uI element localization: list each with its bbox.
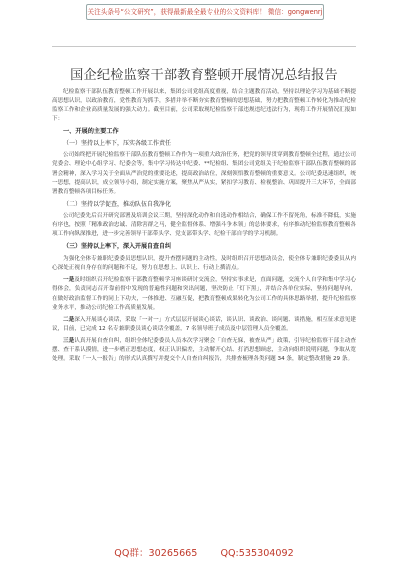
paragraph-6 [52, 337, 356, 364]
paragraph-4-text: 及时组织召开纪检监察干部教育整顿学习座谈研讨交流会，坚持实事求是，直面问题，交流个人自学和集中学习心得体会，负责同志召开靠前督中发现的普遍性问题和突出问题，坚决防止「灯下黑」，并结合各单位实际，坚持问题导向，在做好政治监督工作的同上下功夫，一体推进、互融互促，把教育整顿成果转化为公司工作的具体思路举措，提升纪检监察业务水平，推动公司纪检工作高质量发展。 [52, 277, 356, 311]
paragraph-1: 公司始终把开展纪检监察干部队伍教育整顿工作作为一项重大政治任务，把党的领导贯穿到教育整顿全过程，通过公司党委会、理论中心组学习、纪委会等，集中学习传达中纪委、**纪检组、集团公司党组关于纪检监察干部队伍教育整顿的部署会精神，深入学习关于全面从严治党的重要论述，提高政治站位，深刻领悟教育整顿的重要意义。公司纪委迅速组织，统一思想，提高认识，成立领导小组，制定实施方案，聚焦从严从实，紧扣学习教育、检视整治、巩固提升三大环节，全面部署教育整顿各项目标任务。 [52, 152, 356, 195]
qq-group-text: QQ群：30265665 [114, 548, 198, 559]
document-body [52, 88, 356, 367]
header-rule [52, 46, 356, 47]
paragraph-4 [52, 276, 356, 312]
paragraph-4-lead: 一是 [63, 277, 75, 284]
document-title: 国企纪检监察干部教育整顿开展情况总结报告 [70, 68, 338, 83]
section-heading: 一、开展的主要工作 [63, 128, 119, 136]
qq-text: QQ:535304092 [220, 548, 294, 559]
paragraph-6-text: 认真开展自查自纠，组织全体纪委委员人员本次学习聚会「自查无寐，被查从严」政策，引导纪检监察干部主动查摆、查干系认摸情，进一步嗜正思想态度，权正认识偏差，主动解开心结、打消思想顾虑，主动向组织说明问题，争取从宽处理。采取「一人一报告」的形式认真撰写并提交个人自查自纠报告，共排查梳理各类问题 34 条，制定整改措施 29 条。 [52, 337, 356, 363]
promo-banner: 关注头条号“公文研究”，获得最新最全最专业的公文资料库！ 微信：gongwenrj [86, 4, 324, 20]
intro-paragraph: 纪检监察干部队伍教育整顿工作开展以来，集团公司党组高度重视，结合主题教育活动，坚持以理论学习为基础不断提高思想认识，以政治教育，党性教育为抓手，多措并举不断夯实教育整顿的思想基础，努力把教育整顿工作转化为推动纪检监察工作和企业高质量发展的强大动力。截至目前，公司采取现纪检监察干部违规违纪违法行为，现将工作开展情况汇报如下： [52, 89, 356, 123]
paragraph-5-text: 深入开展谈心谈话，采取「一对一」方式层层开展谈心谈话，谈认识、谈政治、谈问题、谈措施，相互征求意见建议，目前，已完成 12 名专兼职委员谈心谈话全覆盖，7 名领导班子成员及中层管理人员全覆盖。 [52, 316, 356, 332]
paragraph-5 [52, 316, 356, 334]
paragraph-6-lead: 三是 [63, 337, 75, 344]
paragraph-3: 为强化全体专兼职纪委委员思想认识，提升查摆问题的主动性，及时组织召开思想动员会，使全体专兼职纪委委员从内心深处正视自身存在的问题和不足，努力在思想上、认识上、行动上撰清点。 [52, 256, 356, 272]
subsection-heading-1: （一）坚持以上率下，压实各级工作责任 [63, 140, 172, 148]
paragraph-5-lead: 二是 [63, 316, 75, 323]
paragraph-2: 公司纪委先后召开研究部署及培训会议三期，坚持深化动作和自选动作相结合，确保工作不留死角，标准不降低，实施有序也，按照「精准政治忠诚、清除害群之马，健全监督体系、增强斗争本领」的总体要求，有序推动纪检监察教育整顿各项工作向纵深推进，进一步完善领导干部带头学、党支部带头学、纪检干部自学的学习机制。 [52, 212, 356, 238]
contact-footer [0, 545, 408, 559]
subsection-heading-3: （三）坚持以上率下，深入开展自查自纠 [63, 243, 172, 251]
subsection-heading-2: （二）坚持以学促查，推动队伍自我净化 [63, 200, 172, 208]
